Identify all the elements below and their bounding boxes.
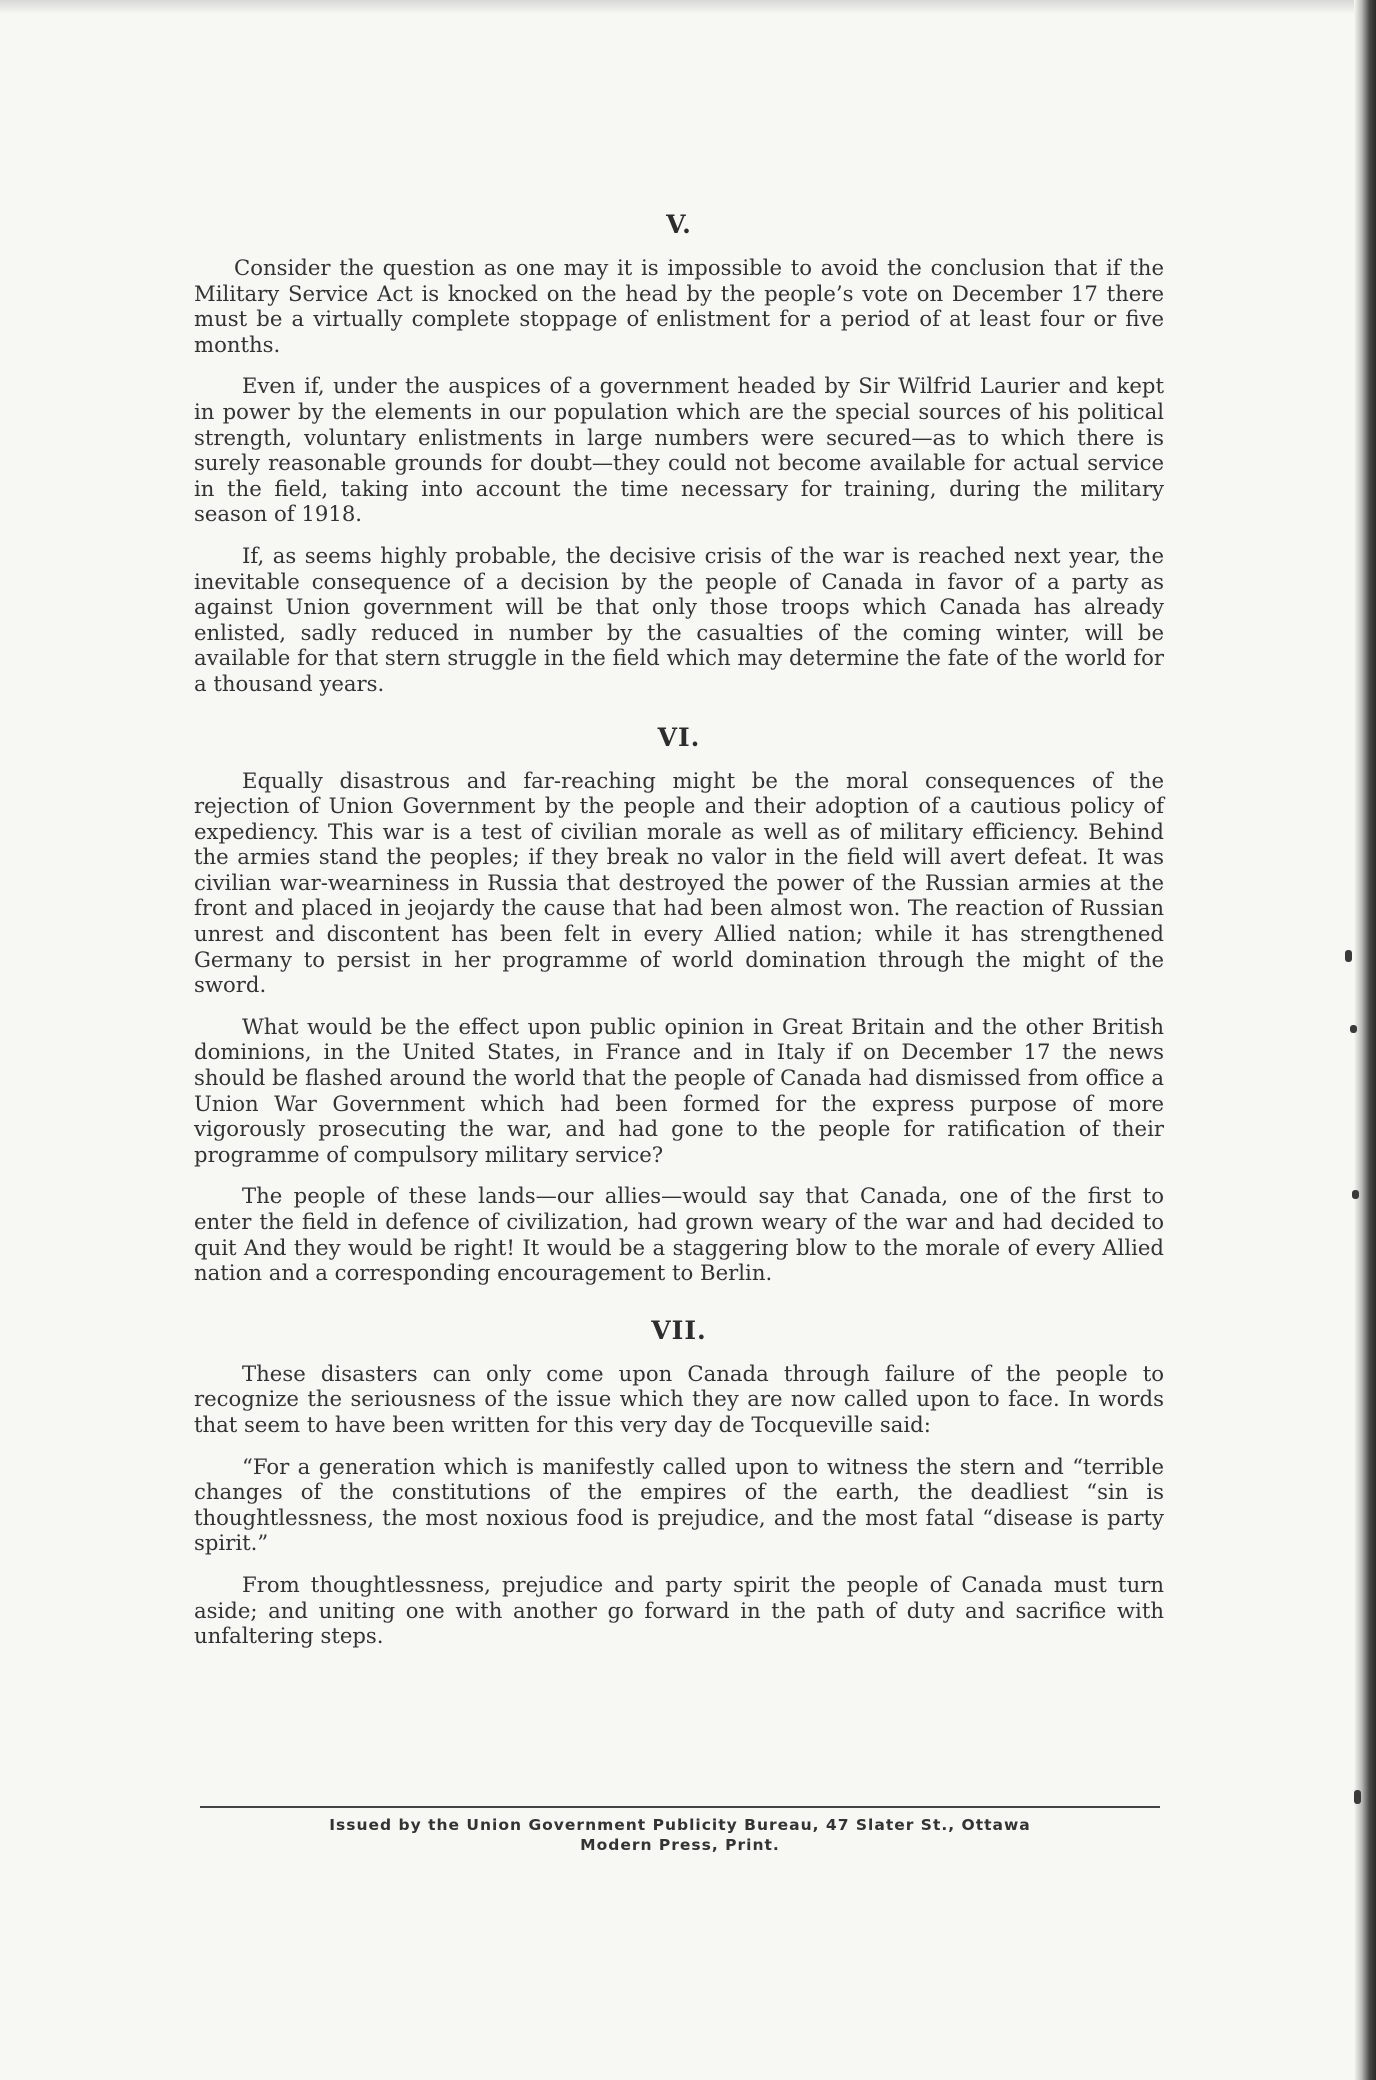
paragraph: The people of these lands—our allies—would say that Canada, one of the first to enter the field in defence of civilization, had grown weary of the war and had decided to quit And they would be right! It would be a staggering blow to the morale of every Allied nation and a corresponding encouragement to Berlin. bbox=[194, 1183, 1164, 1286]
scan-right-edge bbox=[1354, 0, 1376, 2080]
section-heading-vi: VI. bbox=[657, 722, 701, 752]
scan-top-edge bbox=[0, 0, 1376, 14]
margin-speck bbox=[1352, 1190, 1359, 1199]
margin-speck bbox=[1350, 1025, 1357, 1033]
footer-printer-line: Modern Press, Print. bbox=[580, 1836, 780, 1854]
paragraph: Consider the question as one may it is impossible to avoid the conclusion that if the Military Service Act is knocked on the head by the people’s vote on December 17 there must be a virtually complete stoppage of enlistment for a period of at least four or five months. bbox=[194, 255, 1164, 357]
paragraph: Equally disastrous and far-reaching might be the moral consequences of the rejection of Union Government by the people and their adoption of a cautious policy of expediency. This war is a test of civilian morale as well as of military efficiency. Behind the armies stand the peoples; if they break no valor in the field will avert defeat. It was civilian war-wearniness in Russia that destroyed the power of the Russian armies at the front and placed in jeojardy the cause that had been almost won. The reaction of Russian unrest and discontent has been felt in every Allied nation; while it has strengthened Germany to persist in her programme of world domination through the might of the sword. bbox=[194, 767, 1164, 998]
imprint-footer bbox=[200, 1815, 1160, 1855]
paragraph: If, as seems highly probable, the decisive crisis of the war is reached next year, the inevitable consequence of a decision by the people of Canada in favor of a party as against Union government will be that only those troops which Canada has already enlisted, sadly reduced in number by the casualties of the coming winter, will be available for that stern struggle in the field which may determine the fate of the world for a thousand years. bbox=[194, 542, 1164, 696]
tocqueville-quote: “For a generation which is manifestly called upon to witness the stern and “terrible changes of the constitutions of the empires of the earth, the deadliest “sin is thoughtlessness, the most noxious food is prejudice, and the most fatal “disease is party spirit.” bbox=[194, 1453, 1164, 1556]
footer-divider bbox=[200, 1806, 1160, 1808]
paragraph: Even if, under the auspices of a government headed by Sir Wilfrid Laurier and kept in power by the elements in our population which are the special sources of his political strength, voluntary enlistments in large numbers were secured—as to which there is surely reasonable grounds for doubt—they could not become available for actual service in the field, taking into account the time necessary for training, during the military season of 1918. bbox=[194, 373, 1164, 527]
document-page bbox=[194, 210, 1164, 1665]
footer-publisher-line: Issued by the Union Government Publicity Bureau, 47 Slater St., Ottawa bbox=[329, 1816, 1031, 1834]
section-heading-v: V. bbox=[666, 210, 692, 239]
margin-speck bbox=[1345, 950, 1352, 962]
paragraph: These disasters can only come upon Canada through failure of the people to recognize the seriousness of the issue which they are now called upon to face. In words that seem to have been written for this very day de Tocqueville said: bbox=[194, 1360, 1164, 1437]
margin-speck bbox=[1354, 1790, 1361, 1804]
paragraph: What would be the effect upon public opinion in Great Britain and the other British dominions, in the United States, in France and in Italy if on December 17 the news should be flashed around the world that the people of Canada had dismissed from office a Union War Government which had been formed for the express purpose of more vigorously prosecuting the war, and had gone to the people for ratification of their programme of compulsory military service? bbox=[194, 1013, 1164, 1167]
paragraph: From thoughtlessness, prejudice and party spirit the people of Canada must turn aside; and uniting one with another go forward in the path of duty and sacrifice with unfaltering steps. bbox=[194, 1571, 1164, 1649]
section-heading-vii: VII. bbox=[651, 1315, 707, 1345]
